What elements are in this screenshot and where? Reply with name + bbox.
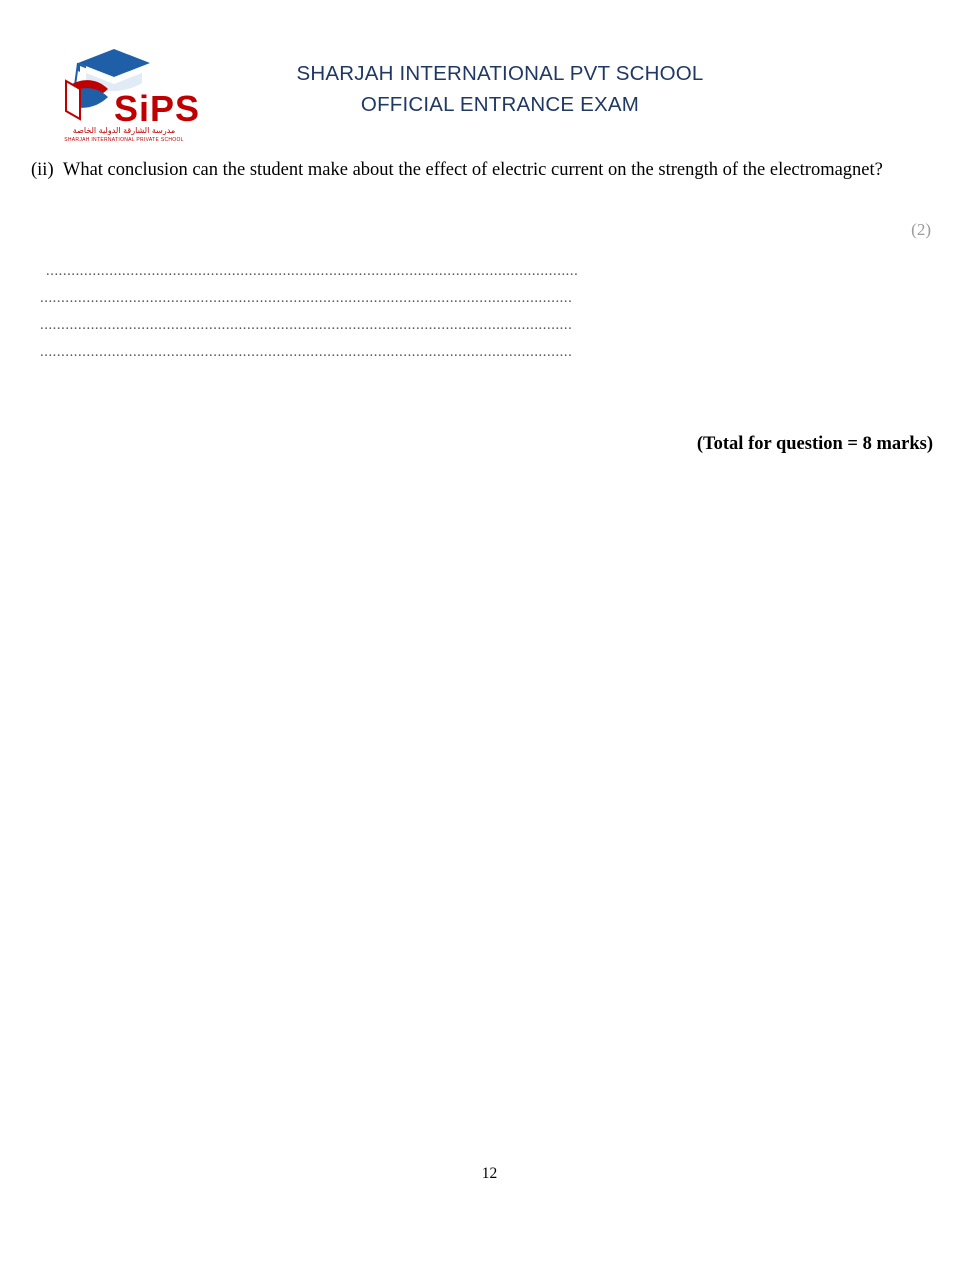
page-number: 12 xyxy=(481,1165,498,1182)
question-number: (ii) xyxy=(31,160,54,180)
page-header xyxy=(0,28,979,143)
sips-logo-icon xyxy=(36,33,211,143)
exam-title: OFFICIAL ENTRANCE EXAM xyxy=(360,93,640,116)
answer-line[interactable]: .............................................................................................................................. xyxy=(40,290,573,306)
svg-text:مدرسة الشارقة الدولية الخاصة: مدرسة الشارقة الدولية الخاصة xyxy=(72,126,176,135)
svg-text:SHARJAH INTERNATIONAL PRIVATE: SHARJAH INTERNATIONAL PRIVATE SCHOOL xyxy=(64,137,184,143)
answer-line[interactable]: .............................................................................................................................. xyxy=(46,263,579,279)
svg-text:SiPS: SiPS xyxy=(114,88,201,129)
question-marks: (2) xyxy=(911,220,931,239)
school-name: SHARJAH INTERNATIONAL PVT SCHOOL xyxy=(296,62,704,85)
answer-line[interactable]: .............................................................................................................................. xyxy=(40,317,573,333)
answer-line[interactable]: .............................................................................................................................. xyxy=(40,344,573,360)
question-body: What conclusion can the student make about the effect of electric current on the strength of the electromagnet? xyxy=(62,160,883,180)
header-titles xyxy=(240,58,760,120)
question-text-block xyxy=(31,157,921,184)
school-logo xyxy=(36,33,211,143)
answer-lines[interactable] xyxy=(40,258,730,366)
total-marks-label: (Total for question = 8 marks) xyxy=(696,434,933,454)
